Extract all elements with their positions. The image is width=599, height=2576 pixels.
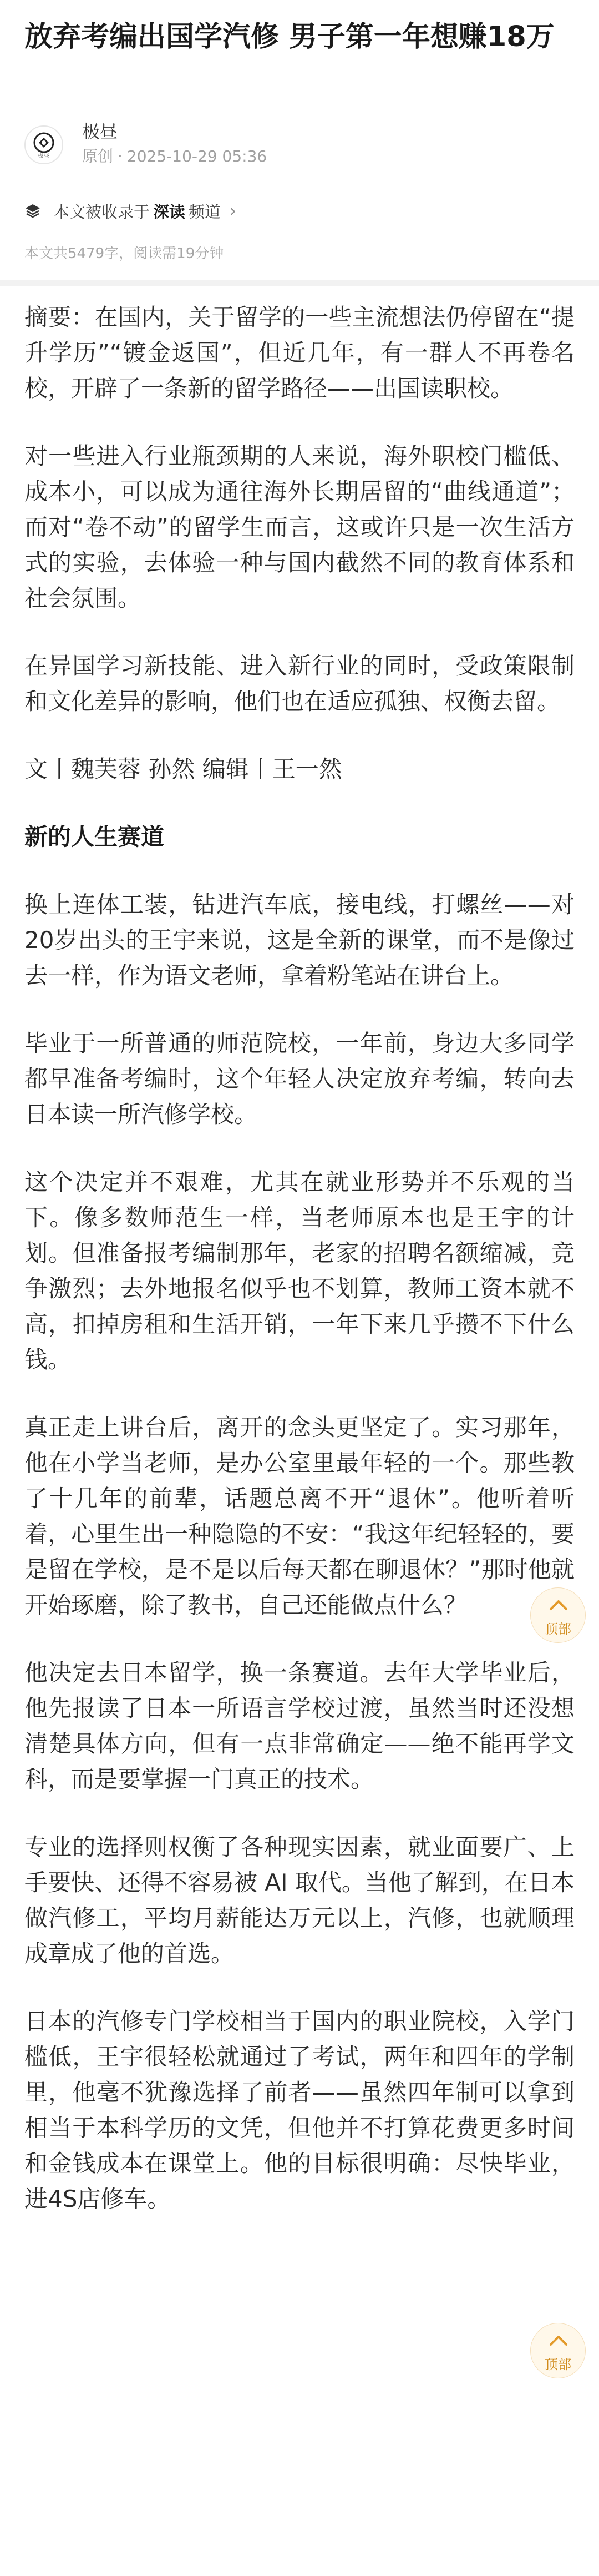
body-paragraph: 专业的选择则权衡了各种现实因素，就业面要广、上手要快、还得不容易被 AI 取代。当他了解到，在日本做汽修工，平均月薪能达万元以上，汽修，也就顺理成章成了他的首选。 [24, 1833, 575, 1967]
byline: 文丨魏芙蓉 孙然 编辑丨王一然 [24, 755, 342, 783]
back-to-top-label: 顶部 [545, 2357, 571, 2372]
author-name[interactable]: 极昼 [82, 121, 118, 142]
channel-text [53, 200, 221, 223]
body-paragraph: 真正走上讲台后，离开的念头更坚定了。实习那年，他在小学当老师，是办公室里最年轻的一个。那些教了十几年的前辈，话题总离不开“退休”。他听着听着，心里生出一种隐隐的不安：“我这年纪轻轻的，要是留在学校，是不是以后每天都在聊退休？”那时他就开始琢磨，除了教书，自己还能做点什么？ [24, 1414, 575, 1619]
channel-suffix: 频道 [189, 202, 221, 221]
chevron-right-icon: › [230, 201, 237, 221]
avatar[interactable] [24, 125, 63, 164]
body-paragraph: 毕业于一所普通的师范院校，一年前，身边大多同学都早准备考编时，这个年轻人决定放弃考编，转向去日本读一所汽修学校。 [24, 1030, 575, 1128]
original-label: 原创 [82, 147, 114, 165]
body-paragraph: 换上连体工装，钻进汽车底，接电线，打螺丝——对20岁出头的王宇来说，这是全新的课堂，而不是像过去一样，作为语文老师，拿着粉笔站在讲台上。 [24, 891, 575, 989]
back-to-top-button[interactable] [530, 1587, 586, 1643]
channel-link[interactable] [24, 199, 236, 223]
layers-icon [24, 203, 41, 219]
channel-name[interactable]: 深读 [153, 202, 186, 221]
author-row[interactable] [24, 115, 524, 171]
arrow-up-icon [548, 2332, 569, 2348]
back-to-top-label: 顶部 [545, 1621, 571, 1637]
publish-datetime: 2025-10-29 05:36 [126, 147, 267, 165]
avatar-logo-text: 极昼 [38, 153, 50, 159]
intro-paragraph: 对一些进入行业瓶颈期的人来说，海外职校门槛低、成本小，可以成为通往海外长期居留的“曲线通道”；而对“卷不动”的留学生而言，这或许只是一次生活方式的实验，去体验一种与国内截然不同的教育体系和社会氛围。 [24, 442, 575, 612]
body-paragraph: 这个决定并不艰难，尤其在就业形势并不乐观的当下。像多数师范生一样，当老师原本也是王宇的计划。但准备报考编制那年，老家的招聘名额缩减，竞争激烈；去外地报名似乎也不划算，教师工资本就不高，扣掉房租和生活开销，一年下来几乎攒不下什么钱。 [24, 1168, 575, 1373]
body-paragraph: 他决定去日本留学，换一条赛道。去年大学毕业后，他先报读了日本一所语言学校过渡，虽然当时还没想清楚具体方向，但有一点非常确定——绝不能再学文科，而是要掌握一门真正的技术。 [24, 1659, 575, 1793]
article-title: 放弃考编出国学汽修 男子第一年想赚18万 [24, 21, 555, 53]
article-body [24, 300, 575, 2249]
read-info: 本文共5479字，阅读需19分钟 [24, 245, 224, 262]
section-heading: 新的人生赛道 [24, 823, 165, 850]
arrow-up-icon [548, 1597, 569, 1612]
channel-prefix: 本文被收录于 [53, 202, 150, 221]
back-to-top-button[interactable] [530, 2323, 586, 2378]
avatar-logo-icon [33, 132, 55, 154]
divider [0, 280, 599, 286]
body-paragraph: 日本的汽修专门学校相当于国内的职业院校，入学门槛低，王宇很轻松就通过了考试，两年和四年的学制里，他毫不犹豫选择了前者——虽然四年制可以拿到相当于本科学历的文凭，但他并不打算花费更多时间和金钱成本在课堂上。他的目标很明确：尽快毕业，进4S店修车。 [24, 2008, 575, 2212]
author-meta: 原创 · 2025-10-29 05:36 [82, 147, 267, 165]
summary-paragraph: 摘要：在国内，关于留学的一些主流想法仍停留在“提升学历”“镀金返国”，但近几年，有一群人不再卷名校，开辟了一条新的留学路径——出国读职校。 [24, 304, 575, 402]
intro-paragraph: 在异国学习新技能、进入新行业的同时，受政策限制和文化差异的影响，他们也在适应孤独、权衡去留。 [24, 652, 575, 715]
